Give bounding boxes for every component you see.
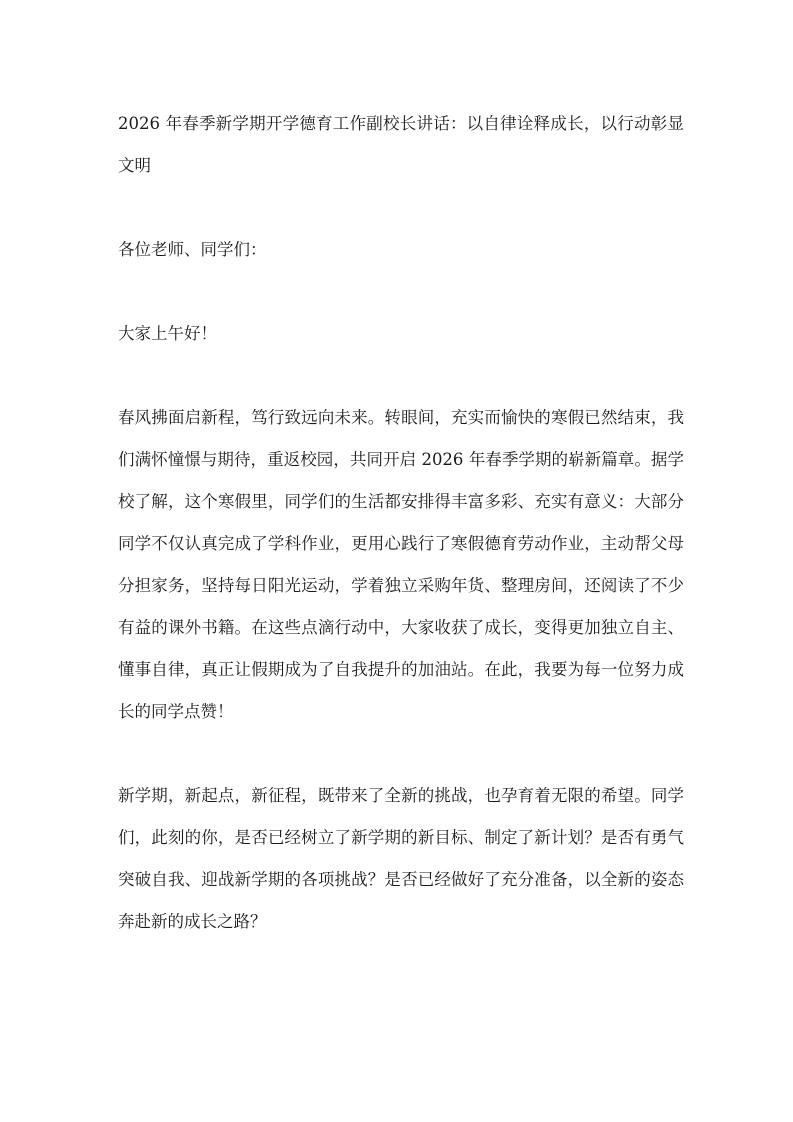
document-page [118,103,684,985]
body-paragraph: 春风拂面启新程，笃行致远向未来。转眼间，充实而愉快的寒假已然结束，我们满怀憧憬与期待，重返校园，共同开启 2026 年春季学期的崭新篇章。据学校了解，这个寒假里，同学们的生活都安排得丰富多彩、充实有意义：大部分同学不仅认真完成了学科作业，更用心践行了寒假德育劳动作业，主动帮父母分担家务，坚持每日阳光运动，学着独立采购年货、整理房间，还阅读了不少有益的课外书籍。在这些点滴行动中，大家收获了成长，变得更加独立自主、懂事自律，真正让假期成为了自我提升的加油站。在此，我要为每一位努力成长的同学点赞！ [118,408,684,721]
body-paragraph: 新学期，新起点，新征程，既带来了全新的挑战，也孕育着无限的希望。同学们，此刻的你，是否已经树立了新学期的新目标、制定了新计划？是否有勇气突破自我、迎战新学期的各项挑战？是否已经做好了充分准备，以全新的姿态奔赴新的成长之路？ [118,786,684,931]
greeting: 大家上午好！ [118,324,217,343]
document-title: 2026 年春季新学期开学德育工作副校长讲话：以自律诠释成长，以行动彰显文明 [118,114,684,175]
salutation: 各位老师、同学们： [118,240,267,259]
